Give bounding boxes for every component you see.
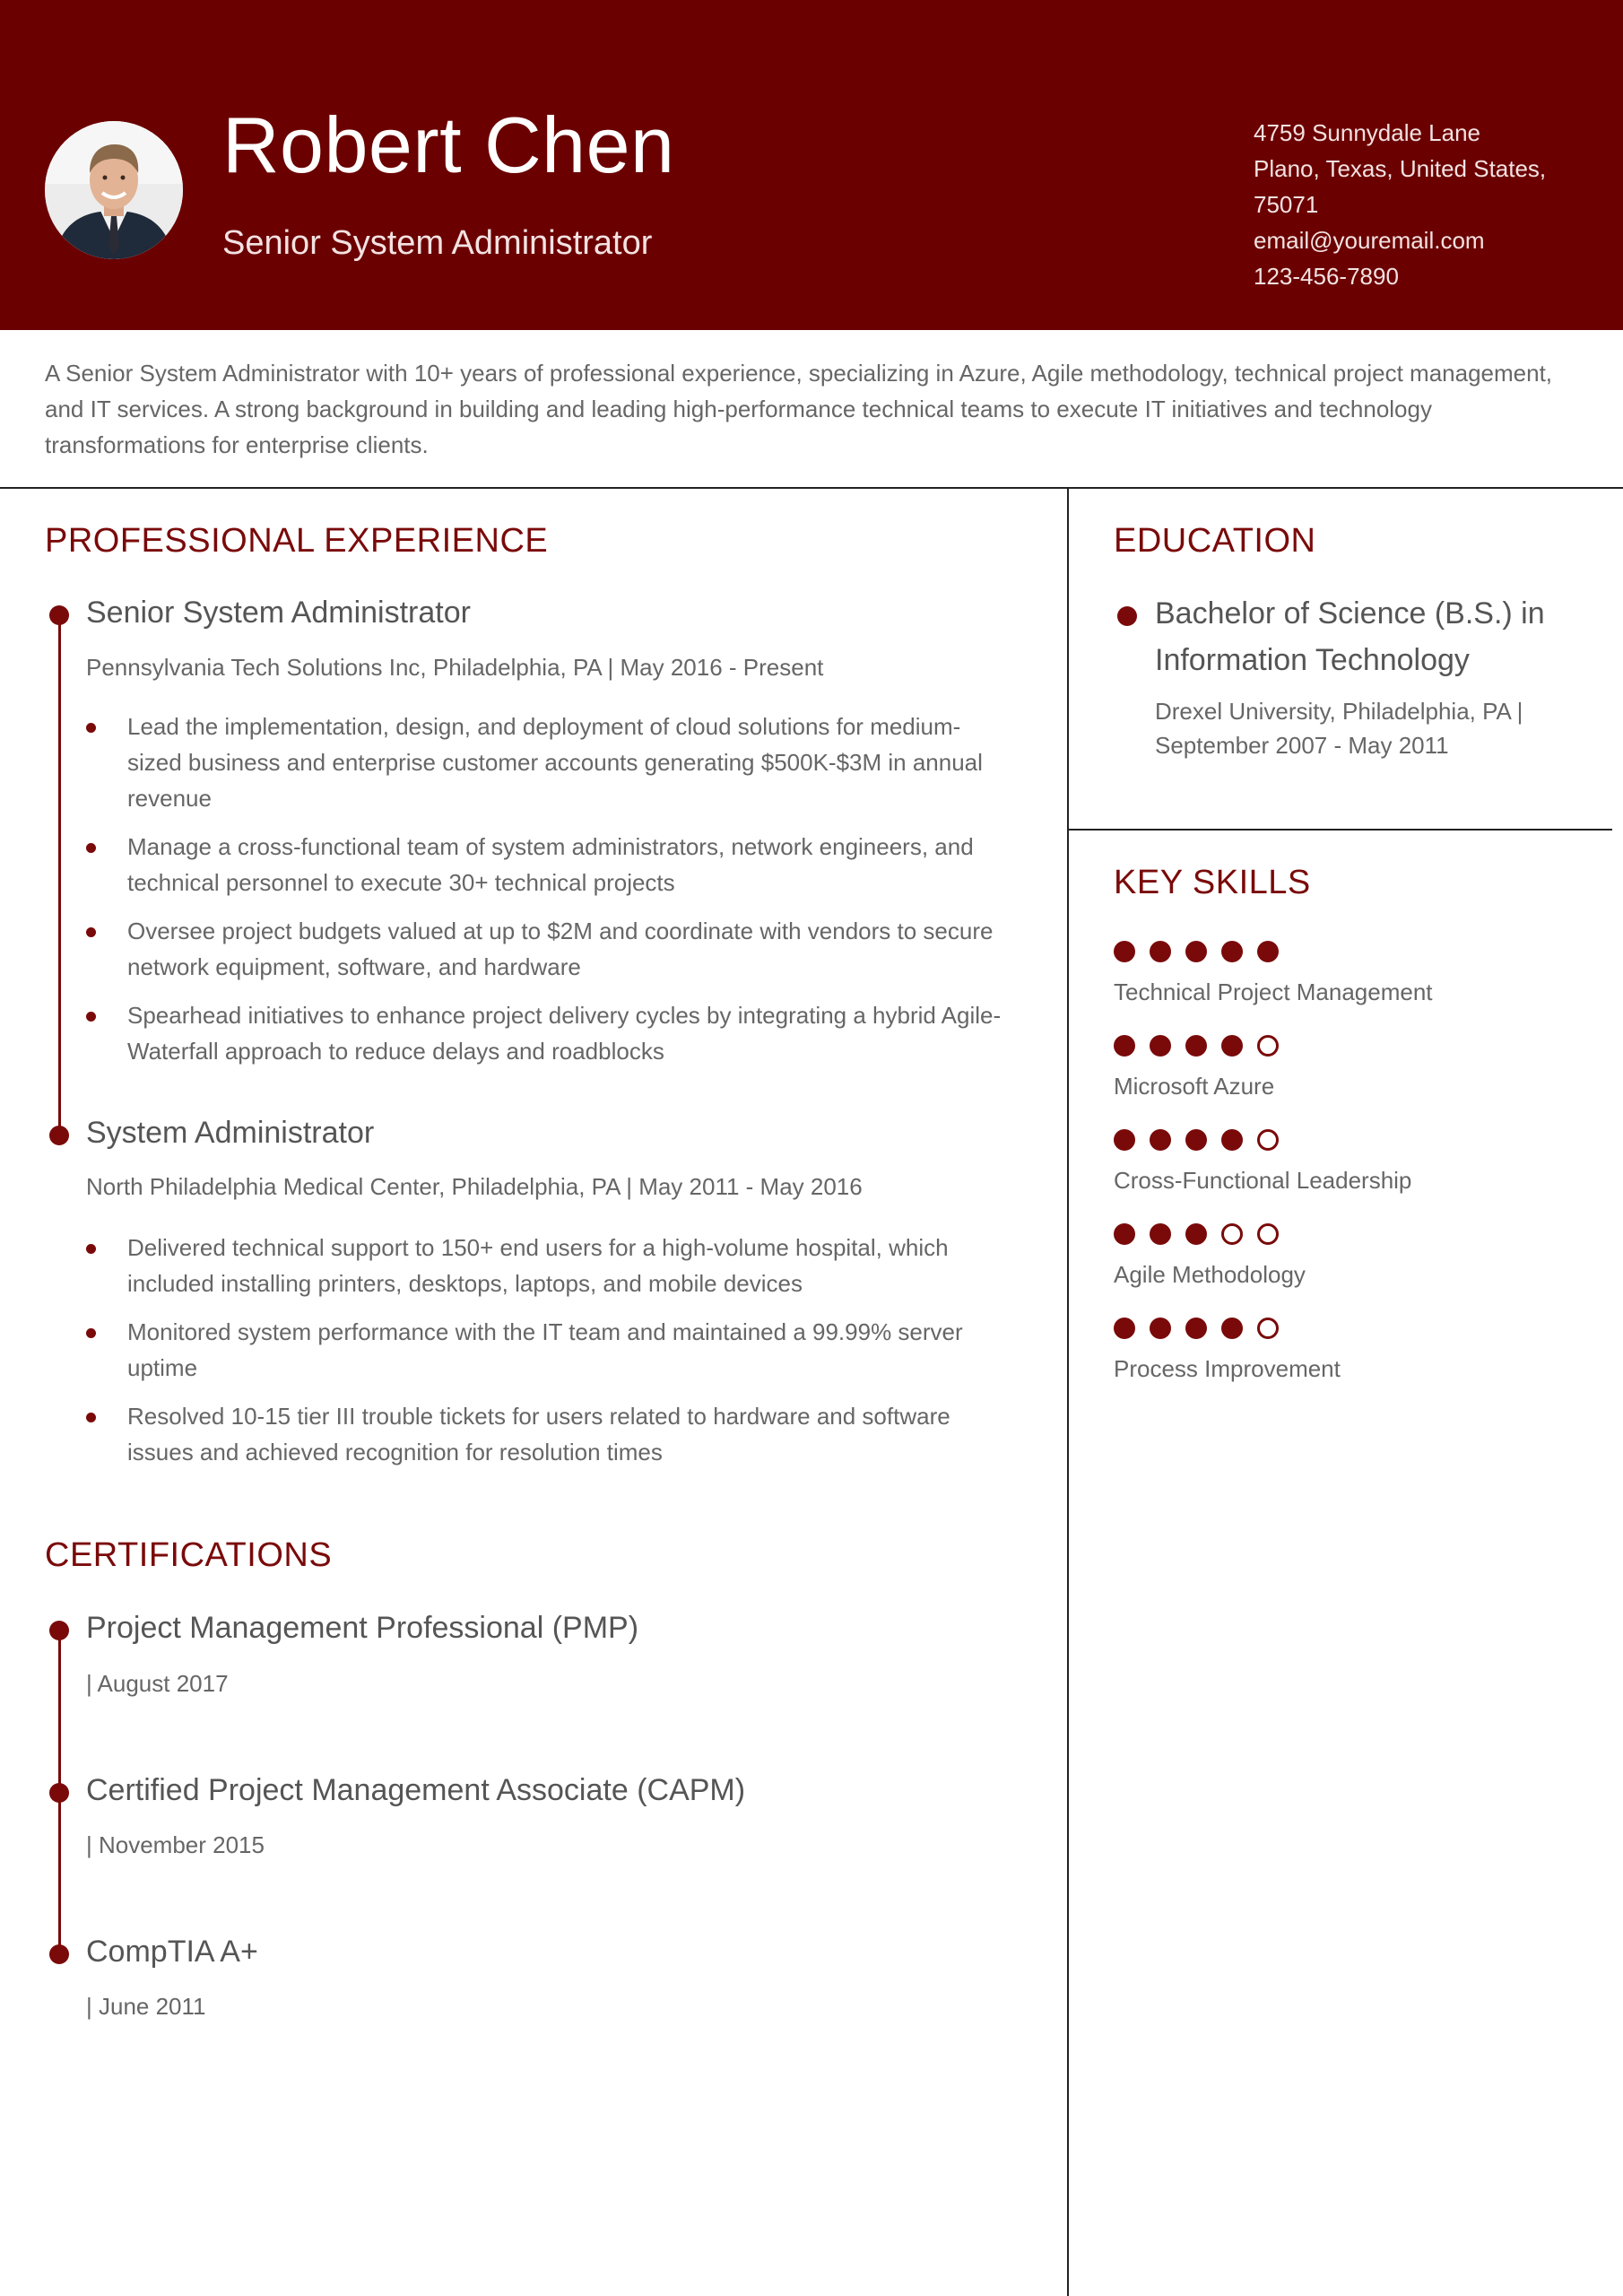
education-dot: [1117, 606, 1137, 626]
cert-title: CompTIA A+: [86, 1935, 258, 1969]
experience-heading: PROFESSIONAL EXPERIENCE: [45, 522, 549, 560]
skill-dot-filled: [1114, 1223, 1135, 1245]
address-line-2: Plano, Texas, United States,: [1254, 155, 1547, 182]
timeline-dot: [49, 605, 69, 625]
timeline-dot: [49, 1944, 69, 1964]
skill-dot-filled: [1114, 1129, 1135, 1151]
job-meta: Pennsylvania Tech Solutions Inc, Philadelphia, PA | May 2016 - Present: [86, 654, 824, 681]
phone-text: 123-456-7890: [1254, 263, 1399, 290]
job-bullet: Lead the implementation, design, and deployment of cloud solutions for medium-sized business and enterprise customer accounts generating $500K-$3M in annual revenue: [86, 709, 1010, 816]
skill-dot-empty: [1257, 1318, 1279, 1339]
skill-rating: [1114, 1223, 1598, 1245]
skill-dot-filled: [1150, 1318, 1171, 1339]
skill-dot-filled: [1185, 1035, 1207, 1057]
skill-dot-empty: [1257, 1035, 1279, 1057]
job-bullet: Resolved 10-15 tier III trouble tickets for users related to hardware and software issues and achieved recognition for resolution times: [86, 1398, 1010, 1470]
header-banner: [0, 0, 1623, 330]
cert-title: Project Management Professional (PMP): [86, 1611, 639, 1645]
skill-dot-filled: [1150, 1129, 1171, 1151]
skill-dot-filled: [1221, 1318, 1243, 1339]
education-meta: [1155, 694, 1603, 762]
skills-heading: KEY SKILLS: [1114, 864, 1311, 901]
address-line-3: 75071: [1254, 191, 1319, 218]
skill-dot-filled: [1150, 941, 1171, 962]
email-text: email@youremail.com: [1254, 227, 1485, 254]
skill-dot-filled: [1221, 1035, 1243, 1057]
skill-dot-filled: [1185, 941, 1207, 962]
education-heading: EDUCATION: [1114, 522, 1316, 560]
candidate-name: Robert Chen: [222, 100, 675, 189]
cert-title: Certified Project Management Associate (CAPM): [86, 1773, 746, 1807]
skill-item: [1114, 1129, 1598, 1195]
skill-rating: [1114, 1035, 1598, 1057]
skill-rating: [1114, 1129, 1598, 1151]
job-title: Senior System Administrator: [86, 596, 471, 630]
skill-item: [1114, 1223, 1598, 1289]
skill-dot-filled: [1114, 1035, 1135, 1057]
skill-name: Technical Project Management: [1114, 978, 1433, 1005]
skill-dot-filled: [1257, 941, 1279, 962]
skill-dot-filled: [1150, 1223, 1171, 1245]
skill-dot-filled: [1221, 941, 1243, 962]
skill-dot-empty: [1257, 1223, 1279, 1245]
skill-dot-empty: [1257, 1129, 1279, 1151]
candidate-headline: Senior System Administrator: [222, 224, 653, 262]
timeline-dot: [49, 1621, 69, 1640]
timeline-dot: [49, 1126, 69, 1145]
summary-divider: [0, 487, 1623, 489]
profile-photo: [45, 121, 183, 259]
job-bullet: Manage a cross-functional team of system administrators, network engineers, and technical personnel to execute 30+ technical projects: [86, 829, 1010, 900]
job-bullet: Oversee project budgets valued at up to $2M and coordinate with vendors to secure network equipment, software, and hardware: [86, 913, 1010, 985]
skill-name: Cross-Functional Leadership: [1114, 1167, 1412, 1194]
skill-rating: [1114, 941, 1598, 962]
job-bullet: Spearhead initiatives to enhance project delivery cycles by integrating a hybrid Agile-Waterfall approach to reduce delays and roadblocks: [86, 997, 1010, 1069]
cert-date: | August 2017: [86, 1670, 229, 1697]
skill-dot-filled: [1185, 1318, 1207, 1339]
certifications-heading: CERTIFICATIONS: [45, 1536, 333, 1574]
profile-summary: A Senior System Administrator with 10+ years of professional experience, specializing in Azure, Agile methodology, technical project management, and IT services. A strong background in building and leading high-performance technical teams to execute IT initiatives and technology transformations for enterprise clients.: [45, 360, 1553, 458]
cert-date: | June 2011: [86, 1993, 206, 2020]
skill-dot-filled: [1150, 1035, 1171, 1057]
contact-block: [1254, 115, 1603, 294]
cert-date: | November 2015: [86, 1831, 265, 1858]
skill-name: Agile Methodology: [1114, 1261, 1306, 1288]
skill-name: Process Improvement: [1114, 1355, 1341, 1382]
skill-dot-filled: [1185, 1129, 1207, 1151]
job-meta: North Philadelphia Medical Center, Philadelphia, PA | May 2011 - May 2016: [86, 1173, 863, 1200]
job-bullet: Delivered technical support to 150+ end users for a high-volume hospital, which included installing printers, desktops, laptops, and mobile devices: [86, 1230, 1010, 1301]
job-bullets: [86, 709, 1010, 1082]
skill-item: [1114, 1318, 1598, 1383]
skill-name: Microsoft Azure: [1114, 1073, 1275, 1100]
education-dates: September 2007 - May 2011: [1155, 732, 1449, 759]
job-title: System Administrator: [86, 1116, 375, 1150]
education-divider: [1069, 829, 1612, 831]
address-line-1: 4759 Sunnydale Lane: [1254, 119, 1481, 146]
skill-dot-filled: [1114, 941, 1135, 962]
skill-item: [1114, 1035, 1598, 1100]
job-bullets: [86, 1230, 1010, 1483]
skill-dot-empty: [1221, 1223, 1243, 1245]
job-bullet: Monitored system performance with the IT team and maintained a 99.99% server uptime: [86, 1314, 1010, 1386]
column-divider: [1067, 489, 1069, 2296]
skill-dot-filled: [1114, 1318, 1135, 1339]
education-school: Drexel University, Philadelphia, PA |: [1155, 698, 1523, 725]
skill-dot-filled: [1185, 1223, 1207, 1245]
skill-dot-filled: [1221, 1129, 1243, 1151]
timeline-dot: [49, 1783, 69, 1803]
education-degree: Bachelor of Science (B.S.) in Information Technology: [1155, 596, 1545, 677]
skill-rating: [1114, 1318, 1598, 1339]
skill-item: [1114, 941, 1598, 1006]
experience-timeline: [58, 615, 61, 1135]
